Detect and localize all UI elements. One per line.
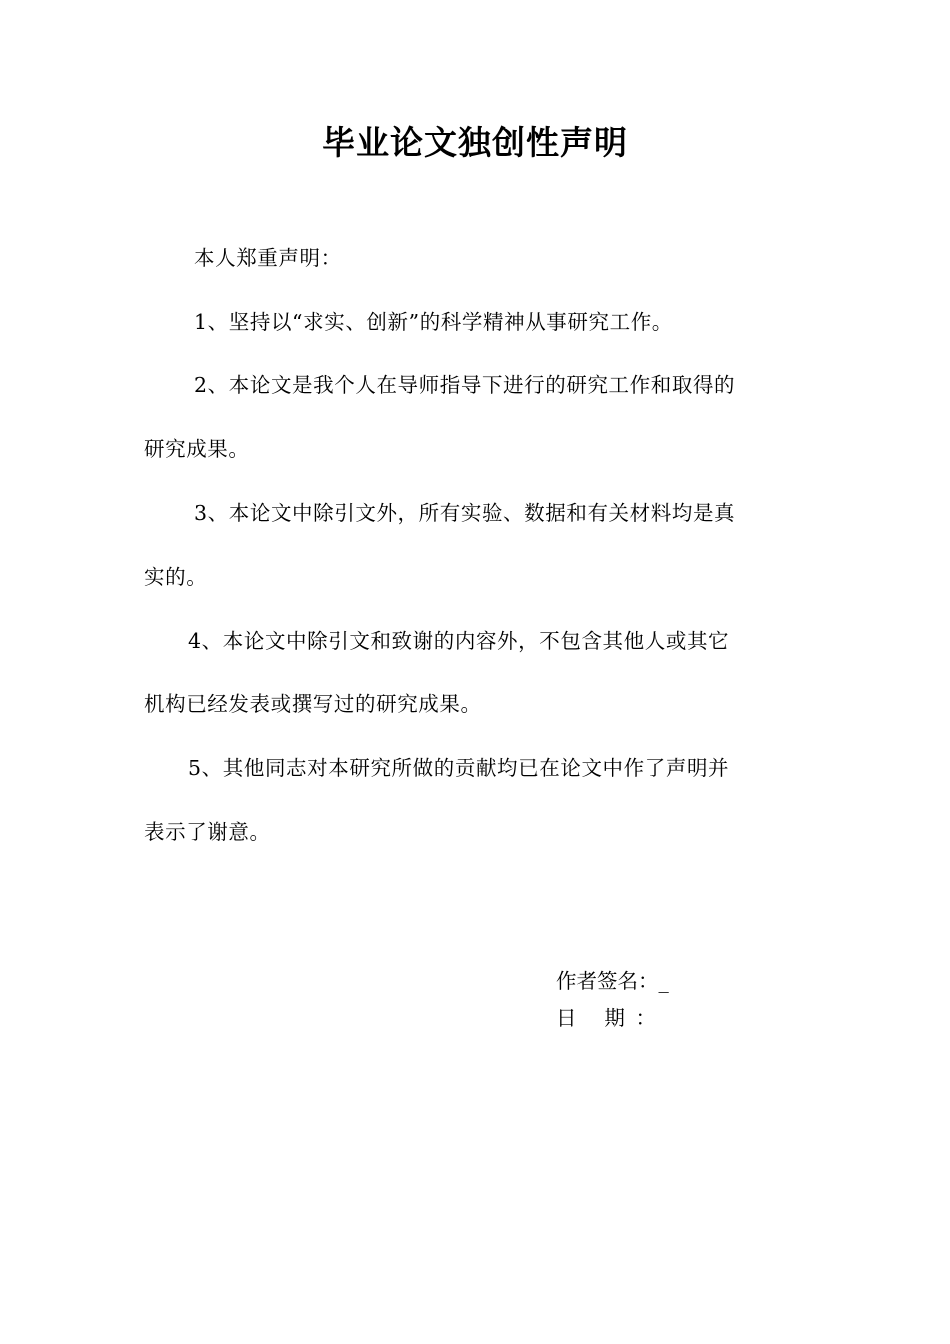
intro-statement: 本人郑重声明： <box>194 246 342 270</box>
declaration-item-2-line-1: 2、本论文是我个人在导师指导下进行的研究工作和取得的 <box>194 373 736 397</box>
declaration-item-5-line-1: 5、其他同志对本研究所做的贡献均已在论文中作了声明并 <box>188 756 730 780</box>
date-row <box>556 1003 656 1033</box>
signature-label: 作者签名：_ <box>556 969 669 993</box>
declaration-item-4-line-1: 4、本论文中除引文和致谢的内容外，不包含其他人或其它 <box>188 629 730 653</box>
declaration-item-2-line-2: 研究成果。 <box>144 437 250 461</box>
signature-row <box>556 966 669 996</box>
declaration-item-3-line-2: 实的。 <box>144 565 208 589</box>
declaration-item-4-line-2: 机构已经发表或撰写过的研究成果。 <box>144 692 482 716</box>
declaration-item-3-line-1: 3、本论文中除引文外，所有实验、数据和有关材料均是真 <box>194 501 736 525</box>
declaration-item-1: 1、坚持以“求实、创新”的科学精神从事研究工作。 <box>194 310 673 334</box>
date-label: 日 期： <box>556 1006 656 1030</box>
document-title: 毕业论文独创性声明 <box>322 123 628 162</box>
declaration-item-5-line-2: 表示了谢意。 <box>144 820 271 844</box>
